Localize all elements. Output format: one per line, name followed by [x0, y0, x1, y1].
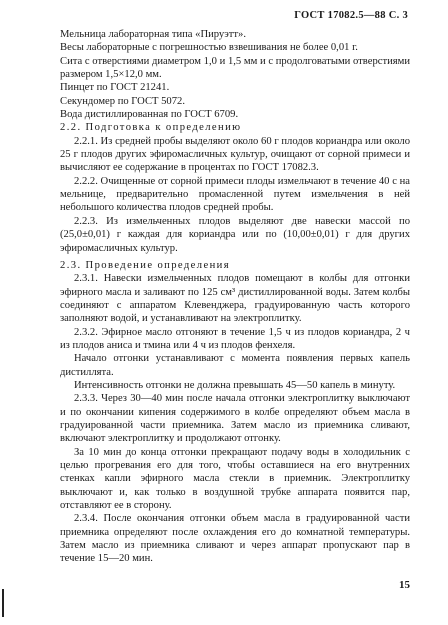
- running-header: ГОСТ 17082.5—88 С. 3: [294, 10, 408, 21]
- paragraph: 2.2.2. Очищенные от сорной примеси плоды измельчают в течение 40 с на мельнице, предварительно промасленной путем измельчения в ней небольшого количества плодов средней пробы.: [60, 175, 410, 214]
- paragraph: Весы лабораторные с погрешностью взвешивания не более 0,01 г.: [60, 42, 358, 54]
- page-number: 15: [399, 579, 410, 591]
- margin-mark: [2, 589, 4, 617]
- paragraph: 2.2.1. Из средней пробы выделяют около 60 г плодов кориандра или около 25 г плодов других эфиромасличных культур, очищают от сорной примеси и вычисляют ее содержание в процентах по ГОСТ 17082.3.: [60, 135, 410, 174]
- paragraph: 2.2.3. Из измельченных плодов выделяют две навески массой по (25,0±0,01) г каждая для кориандра или по (10,00±0,01) г для других эфиромасличных культур.: [60, 215, 410, 254]
- paragraph: Вода дистиллированная по ГОСТ 6709.: [60, 109, 239, 121]
- paragraph: 2.3.2. Эфирное масло отгоняют в течение 1,5 ч из плодов кориандра, 2 ч из плодов аниса и тмина или 4 ч из плодов фенхеля.: [60, 326, 410, 351]
- paragraph: 2.3.3. Через 30—40 мин после начала отгонки электроплитку выключают и по окончании кипения содержимого в колбе определяют объем масла в градуированной части приемника. Затем масло из приемника сливают, включают электроплитку и продолжают отгонку.: [60, 393, 410, 445]
- paragraph: Секундомер по ГОСТ 5072.: [60, 95, 185, 107]
- paragraph: 2.3.4. После окончания отгонки объем масла в градуированной части приемника определяют после охлаждения его до комнатной температуры. Затем масло из приемника сливают и через аппарат пропускают пар в течение 15—20 мин.: [60, 513, 410, 565]
- paragraph: Мельница лабораторная типа «Пируэтт».: [60, 29, 246, 40]
- paragraph: Интенсивность отгонки не должна превышать 45—50 капель в минуту.: [74, 379, 396, 391]
- paragraph: Пинцет по ГОСТ 21241.: [60, 82, 170, 94]
- paragraph: 2.3.1. Навески измельченных плодов помещают в колбы для отгонки эфирного масла и заливают по 125 см³ дистиллированной воды. Затем колбы соединяют с аппаратом Клевенджера, градуированную часть которого заполняют водой, и устанавливают на электроплитку.: [60, 273, 410, 325]
- paragraph: Сита с отверстиями диаметром 1,0 и 1,5 мм и с продолговатыми отверстиями размером 1,5×12,0 мм.: [60, 55, 410, 81]
- section-heading: 2.3. Проведение определения: [60, 259, 230, 271]
- paragraph: Начало отгонки устанавливают с момента появления первых капель дистиллята.: [60, 353, 410, 378]
- body-text: [60, 28, 410, 566]
- paragraph: За 10 мин до конца отгонки прекращают подачу воды в холодильник с целью прогревания его для того, чтобы оставшиеся на его внутренних стенках капли эфирного масла стекли в приемник. Электроплитку выключают и, как только в воздушной трубке аппарата появится пар, отставляют ее в сторону.: [60, 446, 410, 512]
- section-heading: 2.2. Подготовка к определению: [60, 122, 242, 134]
